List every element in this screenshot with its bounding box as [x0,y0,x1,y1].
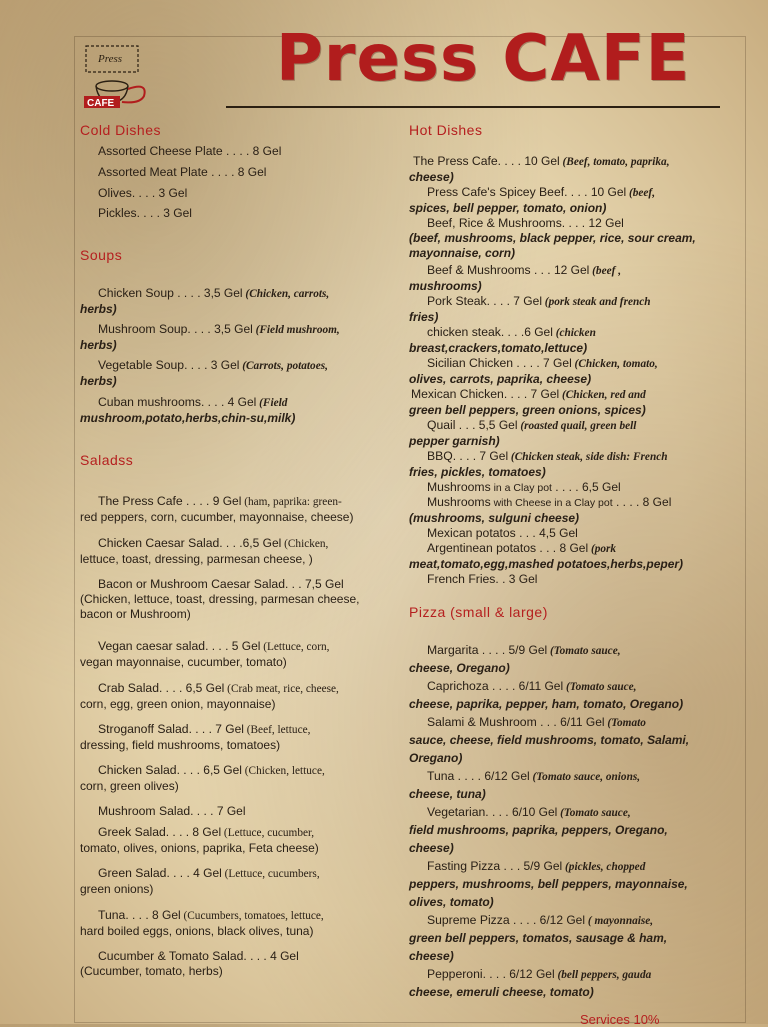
menu-item: Mexican Chicken. . . . 7 Gel (Chicken, red and green bell peppers, green onions, spices) [409,387,646,417]
menu-item: Supreme Pizza . . . . 6/12 Gel ( mayonnaise, green bell peppers, tomatos, sausage & ham, cheese) [409,913,668,963]
menu-item: Pepperoni. . . . 6/12 Gel (bell peppers, gauda cheese, emeruli cheese, tomato) [409,967,652,999]
menu-item: Green Salad. . . . 4 Gel (Lettuce, cucumbers, green onions) [80,866,320,896]
menu-item: Cuban mushrooms. . . . 4 Gel (Field mushroom,potato,herbs,chin-su,milk) [80,395,296,425]
menu-item: Mushrooms in a Clay pot . . . . 6,5 Gel [427,480,621,494]
section-title-cold-dishes: Cold Dishes [80,122,161,138]
menu-item: Vegetarian. . . . 6/10 Gel (Tomato sauce, field mushrooms, paprika, peppers, Oregano, cheese) [409,805,668,855]
menu-item: Bacon or Mushroom Caesar Salad. . . 7,5 Gel (Chicken, lettuce, toast, dressing, parmesan cheese, bacon or Mushroom) [80,577,360,621]
cafe-logo [82,42,160,110]
menu-item: Fasting Pizza . . . 5/9 Gel (pickles, chopped peppers, mushrooms, bell peppers, mayonnaise, olives, tomato) [409,859,688,909]
menu-item: Chicken Salad. . . . 6,5 Gel (Chicken, lettuce, corn, green olives) [80,763,325,793]
menu-item: The Press Cafe. . . . 10 Gel (Beef, tomato, paprika, cheese) [409,154,670,184]
menu-item: Press Cafe's Spicey Beef. . . . 10 Gel (beef, spices, bell pepper, tomato, onion) [409,185,656,215]
section-title-pizza: Pizza (small & large) [409,604,548,620]
section-title-soups: Soups [80,247,123,263]
menu-item: Chicken Soup . . . . 3,5 Gel (Chicken, carrots, herbs) [80,286,330,316]
menu-item: Greek Salad. . . . 8 Gel (Lettuce, cucumber, tomato, olives, onions, paprika, Feta cheese) [80,825,319,855]
logo-text-bottom: CAFE [87,98,115,109]
menu-item: Tuna . . . . 6/12 Gel (Tomato sauce, onions, cheese, tuna) [409,769,641,801]
menu-item: Margarita . . . . 5/9 Gel (Tomato sauce, cheese, Oregano) [409,643,621,675]
section-title-salads: Saladss [80,452,134,468]
menu-item: Cucumber & Tomato Salad. . . . 4 Gel (Cucumber, tomato, herbs) [80,949,299,978]
section-title-hot-dishes: Hot Dishes [409,122,483,138]
menu-item: Chicken Caesar Salad. . . .6,5 Gel (Chicken, lettuce, toast, dressing, parmesan cheese, ) [80,536,329,566]
menu-item: Pork Steak. . . . 7 Gel (pork steak and french fries) [409,294,651,324]
menu-item: Mushroom Salad. . . . 7 Gel [98,804,246,818]
menu-item: Sicilian Chicken . . . . 7 Gel (Chicken, tomato, olives, carrots, paprika, cheese) [409,356,658,386]
menu-item: Mushrooms with Cheese in a Clay pot . . . . 8 Gel (mushrooms, sulguni cheese) [409,495,672,525]
menu-item: French Fries. . 3 Gel [427,572,538,586]
logo-text-top: Press [98,53,123,65]
menu-item: Beef & Mushrooms . . . 12 Gel (beef , mushrooms) [409,263,622,293]
menu-item: Stroganoff Salad. . . . 7 Gel (Beef, lettuce, dressing, field mushrooms, tomatoes) [80,722,311,752]
menu-item: chicken steak. . . .6 Gel (chicken breast,crackers,tomato,lettuce) [409,325,596,355]
service-charge-note: Services 10% [580,1012,660,1027]
menu-item: Beef, Rice & Mushrooms. . . . 12 Gel (beef, mushrooms, black pepper, rice, sour cream, mayonnaise, corn) [409,216,696,260]
menu-item: Crab Salad. . . . 6,5 Gel (Crab meat, rice, cheese, corn, egg, green onion, mayonnaise) [80,681,339,711]
menu-item: Pickles. . . . 3 Gel [98,206,192,220]
menu-item: Olives. . . . 3 Gel [98,186,188,200]
menu-item: Tuna. . . . 8 Gel (Cucumbers, tomatoes, lettuce, hard boiled eggs, onions, black olives, tuna) [80,908,324,938]
menu-item: Assorted Cheese Plate . . . . 8 Gel [98,144,282,158]
title-divider [226,106,720,108]
menu-item: Mexican potatos . . . 4,5 Gel [427,526,578,540]
menu-item: Mushroom Soup. . . . 3,5 Gel (Field mushroom, herbs) [80,322,340,352]
menu-item: BBQ. . . . 7 Gel (Chicken steak, side dish: French fries, pickles, tomatoes) [409,449,668,479]
menu-item: Vegetable Soup. . . . 3 Gel (Carrots, potatoes, herbs) [80,358,328,388]
menu-item: Salami & Mushroom . . . 6/11 Gel (Tomato sauce, cheese, field mushrooms, tomato, Salami, Oregano) [409,715,690,765]
cup-logo-icon [82,42,160,110]
menu-item: Quail . . . 5,5 Gel (roasted quail, green bell pepper garnish) [409,418,637,448]
menu-item: Vegan caesar salad. . . . 5 Gel (Lettuce, corn, vegan mayonnaise, cucumber, tomato) [80,639,330,669]
menu-item: The Press Cafe . . . . 9 Gel (ham, paprika: green- red peppers, corn, cucumber, mayonnaise, cheese) [80,494,354,524]
menu-item: Argentinean potatos . . . 8 Gel (pork meat,tomato,egg,mashed potatoes,herbs,peper) [409,541,684,571]
page-title: Press CAFE [276,22,691,96]
menu-item: Caprichoza . . . . 6/11 Gel (Tomato sauce, cheese, paprika, pepper, ham, tomato, Oregano) [409,679,684,711]
menu-item: Assorted Meat Plate . . . . 8 Gel [98,165,267,179]
